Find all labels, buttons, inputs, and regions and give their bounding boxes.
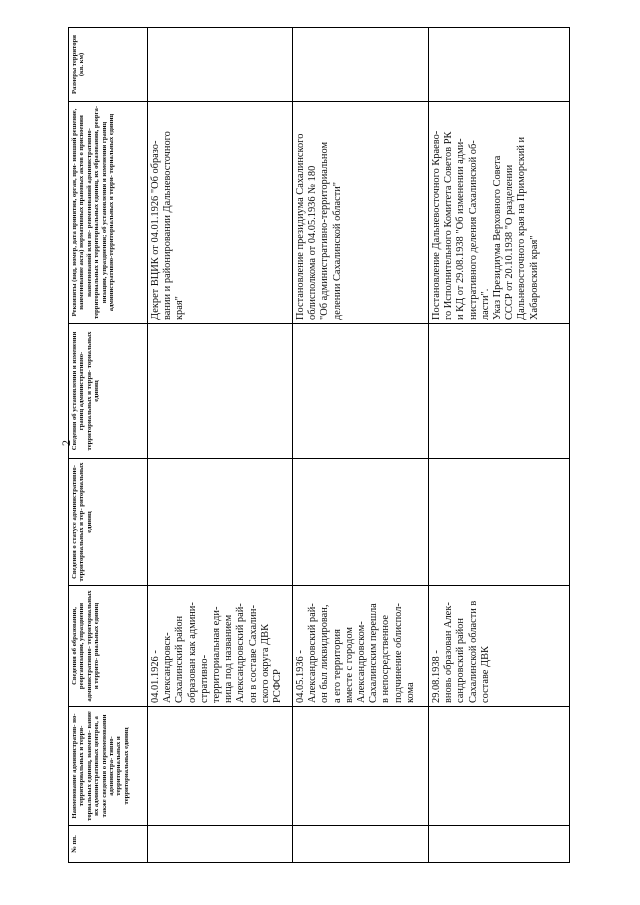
header-area-size: Размеры территори (кв. км) xyxy=(69,28,148,102)
cell-borders xyxy=(148,324,293,459)
table-row xyxy=(429,28,570,863)
page-number: 2 xyxy=(59,440,73,446)
cell-area-size xyxy=(293,28,429,102)
cell-legal-acts: Декрет ВЦИК от 04.01.1926 "Об образо- вании и районировании Дальневосточного края" xyxy=(148,102,293,324)
cell-legal-acts: Постановление Дальневосточного Краево- го Исполнительного Комитета Советов РК и КД от 29.08.1938 "Об изменении адми- нистративного деления Сахалинской об- ласти". Указ Президиума Верховного Совета СССР от 20.10.1938 "О разделении Дальневосточного края на Приморский и Хабаровский края" xyxy=(429,102,570,324)
cell-formation: 04.05.1936 - Александровский рай- он был ликвидирован, а его территория вместе с городом Александровском- Сахалинским перешла в непосредственное подчинение облиспол- кома xyxy=(293,586,429,707)
rotated-page xyxy=(68,28,570,863)
table-row xyxy=(293,28,429,863)
cell-status xyxy=(293,459,429,586)
cell-unit-name xyxy=(148,707,293,826)
header-legal-acts: Реквизиты (вид, номер, дата принятия, орган, при- нявший решение, наименование акта) нормативных правовых актов о присвоении наименований или пе- реименований административно-территориальных и территориальных единиц, их образовании, реорга- низации, упразднении; об установлении и изменении границ административно-территориальных и терри- ториальных единиц xyxy=(69,102,148,324)
header-borders-info: Сведения об установлении и изменении границ административно- территориальных и терри- ториальных единиц xyxy=(69,324,148,459)
table-row xyxy=(148,28,293,863)
cell-borders xyxy=(429,324,570,459)
cell-number xyxy=(148,826,293,863)
cell-borders xyxy=(293,324,429,459)
cell-status xyxy=(429,459,570,586)
cell-number xyxy=(429,826,570,863)
cell-legal-acts: Постановление президиума Сахалинского облисполкома от 04.05.1936 № 180 "Об административно-территориальном делении Сахалинской области" xyxy=(293,102,429,324)
territory-register-table xyxy=(68,27,570,863)
table-header-row xyxy=(69,28,148,863)
cell-area-size xyxy=(429,28,570,102)
cell-unit-name xyxy=(293,707,429,826)
cell-unit-name xyxy=(429,707,570,826)
header-formation-info: Сведения об образовании, реорганизации, упразднении административно- территориальных и террито- риальных единиц xyxy=(69,586,148,707)
cell-formation: 29.08.1938 - вновь образован Алек- сандровский район Сахалинской области в составе ДВК xyxy=(429,586,570,707)
header-number: № пп. xyxy=(69,826,148,863)
cell-number xyxy=(293,826,429,863)
cell-formation: 04.01.1926 - Александровск- Сахалинский район образован как админи- стративно- территориальная еди- ница под названием Александровский рай- он в составе Сахалин- ского округа ДВК РСФСР xyxy=(148,586,293,707)
header-status-info: Сведения о статусе административно- территориальных и тер- риториальных единиц xyxy=(69,459,148,586)
cell-status xyxy=(148,459,293,586)
header-unit-name: Наименование административ- но-территориальных и терри- ториальных единиц, наимено- вание их административных центров, а также сведения о переименовании администра- тивно-территориальных и территориальных единиц xyxy=(69,707,148,826)
cell-area-size xyxy=(148,28,293,102)
